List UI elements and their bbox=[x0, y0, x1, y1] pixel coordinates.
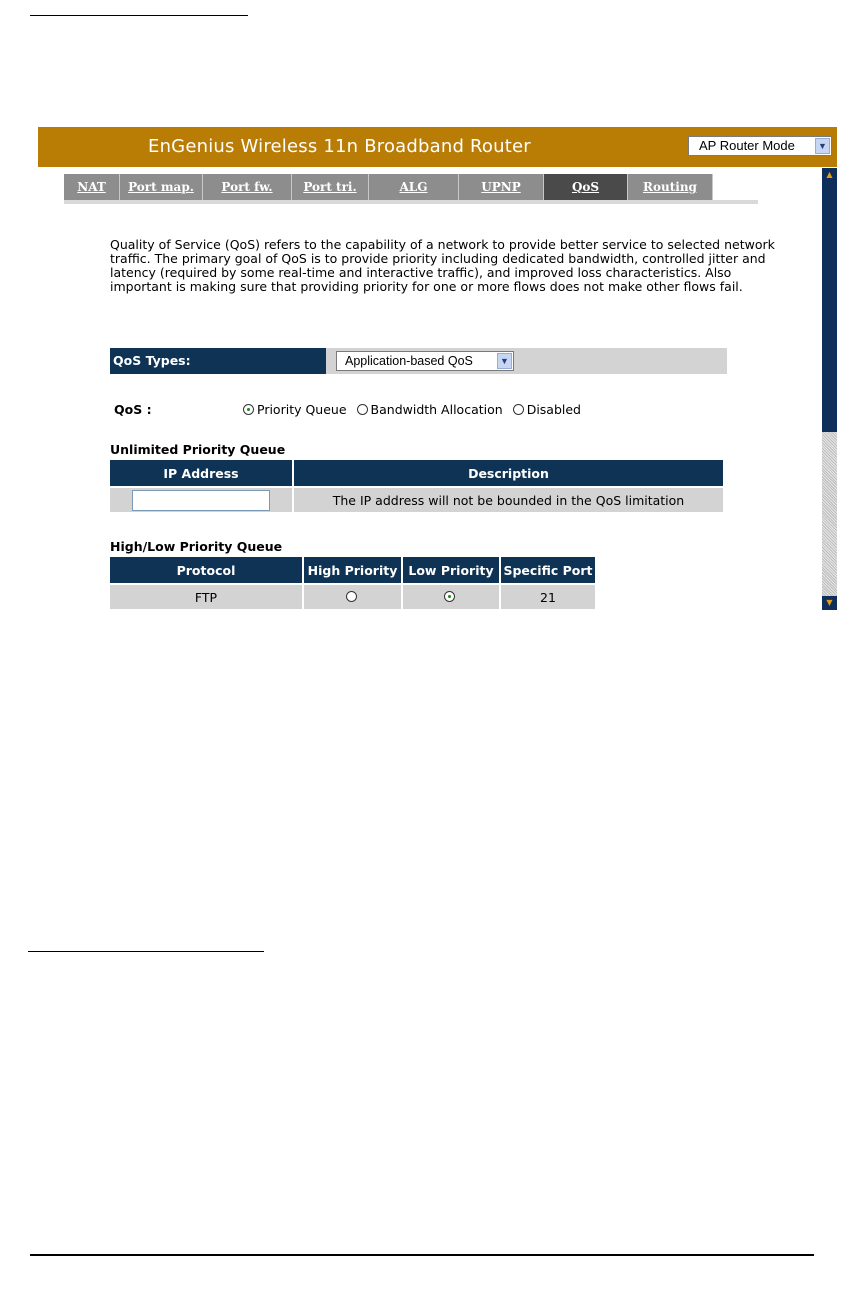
vertical-scrollbar[interactable] bbox=[822, 168, 837, 610]
tab-nat[interactable]: NAT bbox=[64, 174, 120, 200]
radio-low-priority-ftp[interactable] bbox=[444, 591, 458, 602]
radio-high-priority-ftp[interactable] bbox=[346, 591, 360, 602]
table-row bbox=[110, 585, 595, 609]
unlimited-queue-table bbox=[108, 458, 725, 514]
qos-types-label: QoS Types: bbox=[110, 348, 326, 374]
chevron-down-icon[interactable]: ▼ bbox=[497, 353, 512, 369]
document-rule-bottom bbox=[30, 1254, 814, 1256]
column-header-low-priority: Low Priority bbox=[403, 557, 499, 583]
table-row bbox=[110, 488, 723, 512]
tab-upnp[interactable]: UPNP bbox=[459, 174, 544, 200]
high-low-queue-title: High/Low Priority Queue bbox=[110, 539, 283, 554]
qos-types-select[interactable] bbox=[336, 351, 514, 371]
tab-bar-shadow bbox=[64, 200, 758, 204]
radio-checked-icon[interactable] bbox=[243, 404, 254, 415]
radio-disabled[interactable] bbox=[513, 402, 581, 417]
title-bar bbox=[38, 127, 837, 167]
column-header-ip-address: IP Address bbox=[110, 460, 292, 486]
table-header-row bbox=[110, 460, 723, 486]
radio-unchecked-icon[interactable] bbox=[513, 404, 524, 415]
unlimited-queue-title: Unlimited Priority Queue bbox=[110, 442, 286, 457]
tab-port-map[interactable]: Port map. bbox=[120, 174, 203, 200]
qos-types-value: Application-based QoS bbox=[345, 354, 473, 368]
radio-bandwidth-allocation-label: Bandwidth Allocation bbox=[370, 402, 503, 417]
scroll-down-icon[interactable]: ▼ bbox=[822, 596, 837, 610]
tab-alg[interactable]: ALG bbox=[369, 174, 459, 200]
qos-radio-group bbox=[243, 402, 591, 417]
qos-intro-text: Quality of Service (QoS) refers to the capability of a network to provide better service to selected network traffic. The primary goal of QoS is to provide priority including dedicated bandwidth, controlled jitter and latency (required by some real-time and interactive traffic), and improved loss characteristics. Also important is making sure that providing priority for one or more flows does not make other flows fail. bbox=[110, 237, 775, 294]
radio-checked-icon[interactable] bbox=[444, 591, 455, 602]
radio-disabled-label: Disabled bbox=[526, 402, 581, 417]
radio-priority-queue-label: Priority Queue bbox=[257, 402, 347, 417]
radio-bandwidth-allocation[interactable] bbox=[357, 402, 503, 417]
document-rule-top bbox=[30, 15, 248, 16]
tab-port-tri[interactable]: Port tri. bbox=[292, 174, 369, 200]
tab-routing[interactable]: Routing bbox=[628, 174, 713, 200]
radio-priority-queue[interactable] bbox=[243, 402, 347, 417]
column-header-description: Description bbox=[294, 460, 723, 486]
tab-bar bbox=[64, 174, 713, 200]
low-priority-cell bbox=[403, 585, 499, 609]
radio-unchecked-icon[interactable] bbox=[357, 404, 368, 415]
window-title: EnGenius Wireless 11n Broadband Router bbox=[148, 136, 531, 157]
column-header-specific-port: Specific Port bbox=[501, 557, 595, 583]
scroll-up-icon[interactable]: ▲ bbox=[822, 168, 837, 182]
document-rule-middle bbox=[28, 951, 264, 952]
protocol-cell: FTP bbox=[110, 585, 302, 609]
qos-label: QoS : bbox=[114, 402, 152, 417]
scrollbar-thumb[interactable] bbox=[822, 182, 837, 432]
router-admin-window bbox=[38, 127, 837, 613]
tab-port-fw[interactable]: Port fw. bbox=[203, 174, 292, 200]
high-priority-cell bbox=[304, 585, 401, 609]
ip-address-cell bbox=[110, 488, 292, 512]
radio-unchecked-icon[interactable] bbox=[346, 591, 357, 602]
description-cell: The IP address will not be bounded in the QoS limitation bbox=[294, 488, 723, 512]
ip-address-input[interactable] bbox=[132, 490, 270, 511]
column-header-high-priority: High Priority bbox=[304, 557, 401, 583]
column-header-protocol: Protocol bbox=[110, 557, 302, 583]
tab-qos[interactable]: QoS bbox=[544, 174, 628, 200]
table-header-row bbox=[110, 557, 595, 583]
router-mode-value: AP Router Mode bbox=[699, 138, 795, 153]
high-low-queue-table bbox=[108, 555, 597, 611]
specific-port-cell: 21 bbox=[501, 585, 595, 609]
router-mode-select[interactable] bbox=[688, 136, 832, 156]
chevron-down-icon[interactable]: ▼ bbox=[815, 138, 830, 154]
qos-types-row bbox=[110, 348, 727, 374]
